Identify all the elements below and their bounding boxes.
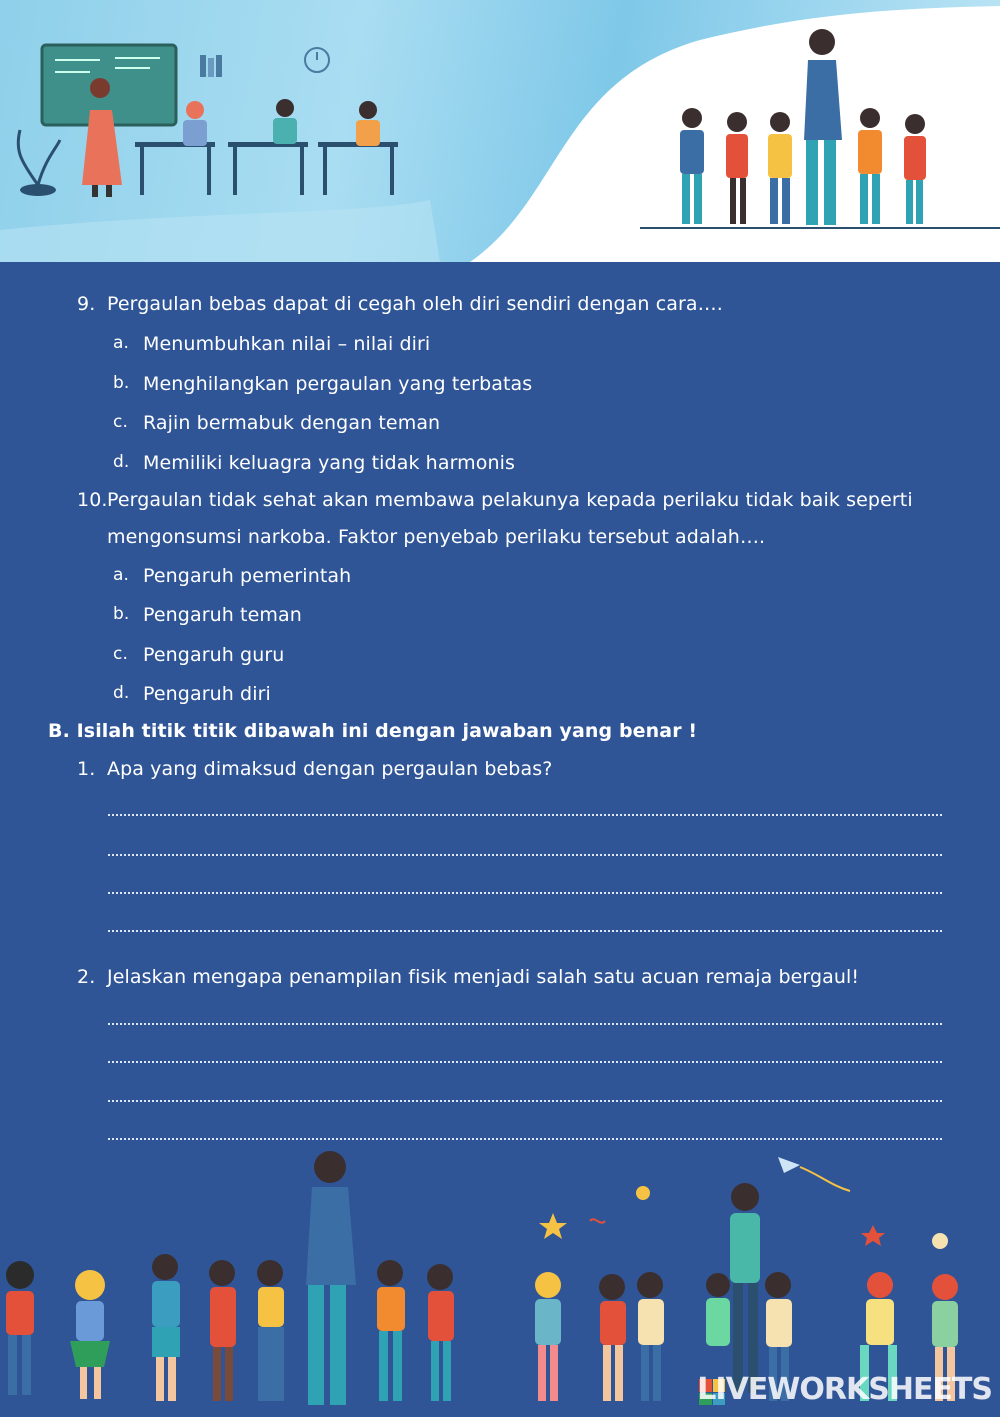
answer-line-2d[interactable]	[108, 1136, 942, 1140]
option-letter: c.	[113, 644, 128, 664]
question-number: 2.	[77, 966, 96, 988]
answer-line-1b[interactable]	[108, 852, 942, 856]
section-b-title: B. Isilah titik titik dibawah ini dengan jawaban yang benar !	[48, 720, 698, 742]
question-number: 9.	[77, 293, 96, 315]
answer-line-1c[interactable]	[108, 890, 942, 894]
option-text: Pengaruh pemerintah	[143, 565, 352, 587]
option-letter: a.	[113, 565, 130, 585]
question-text: Jelaskan mengapa penampilan fisik menjadi salah satu acuan remaja bergaul!	[107, 966, 860, 988]
question-number: 10.	[77, 489, 108, 511]
option-letter: b.	[113, 604, 130, 624]
option-text: Pengaruh guru	[143, 644, 285, 666]
header-illustration	[0, 0, 1000, 262]
option-letter: d.	[113, 452, 130, 472]
watermark-text: LIVEWORKSHEETS	[697, 1372, 992, 1407]
option-text: Pengaruh teman	[143, 604, 302, 626]
question-text-line1: Pergaulan tidak sehat akan membawa pelakunya kepada perilaku tidak baik seperti	[107, 489, 913, 511]
option-text: Menumbuhkan nilai – nilai diri	[143, 333, 431, 355]
classroom-illustration	[0, 0, 1000, 262]
answer-line-1d[interactable]	[108, 928, 942, 932]
answer-line-1a[interactable]	[108, 812, 942, 816]
question-number: 1.	[77, 758, 96, 780]
question-text-line2: mengonsumsi narkoba. Faktor penyebab perilaku tersebut adalah….	[107, 526, 766, 548]
option-letter: d.	[113, 683, 130, 703]
answer-line-2a[interactable]	[108, 1021, 942, 1025]
option-letter: c.	[113, 412, 128, 432]
answer-line-2b[interactable]	[108, 1059, 942, 1063]
option-text: Memiliki keluagra yang tidak harmonis	[143, 452, 516, 474]
option-text: Rajin bermabuk dengan teman	[143, 412, 441, 434]
option-text: Menghilangkan pergaulan yang terbatas	[143, 373, 533, 395]
question-text: Apa yang dimaksud dengan pergaulan bebas?	[107, 758, 553, 780]
option-letter: a.	[113, 333, 130, 353]
footer-illustration	[0, 1145, 1000, 1413]
answer-line-2c[interactable]	[108, 1098, 942, 1102]
option-text: Pengaruh diri	[143, 683, 271, 705]
option-letter: b.	[113, 373, 130, 393]
question-text: Pergaulan bebas dapat di cegah oleh diri sendiri dengan cara….	[107, 293, 723, 315]
